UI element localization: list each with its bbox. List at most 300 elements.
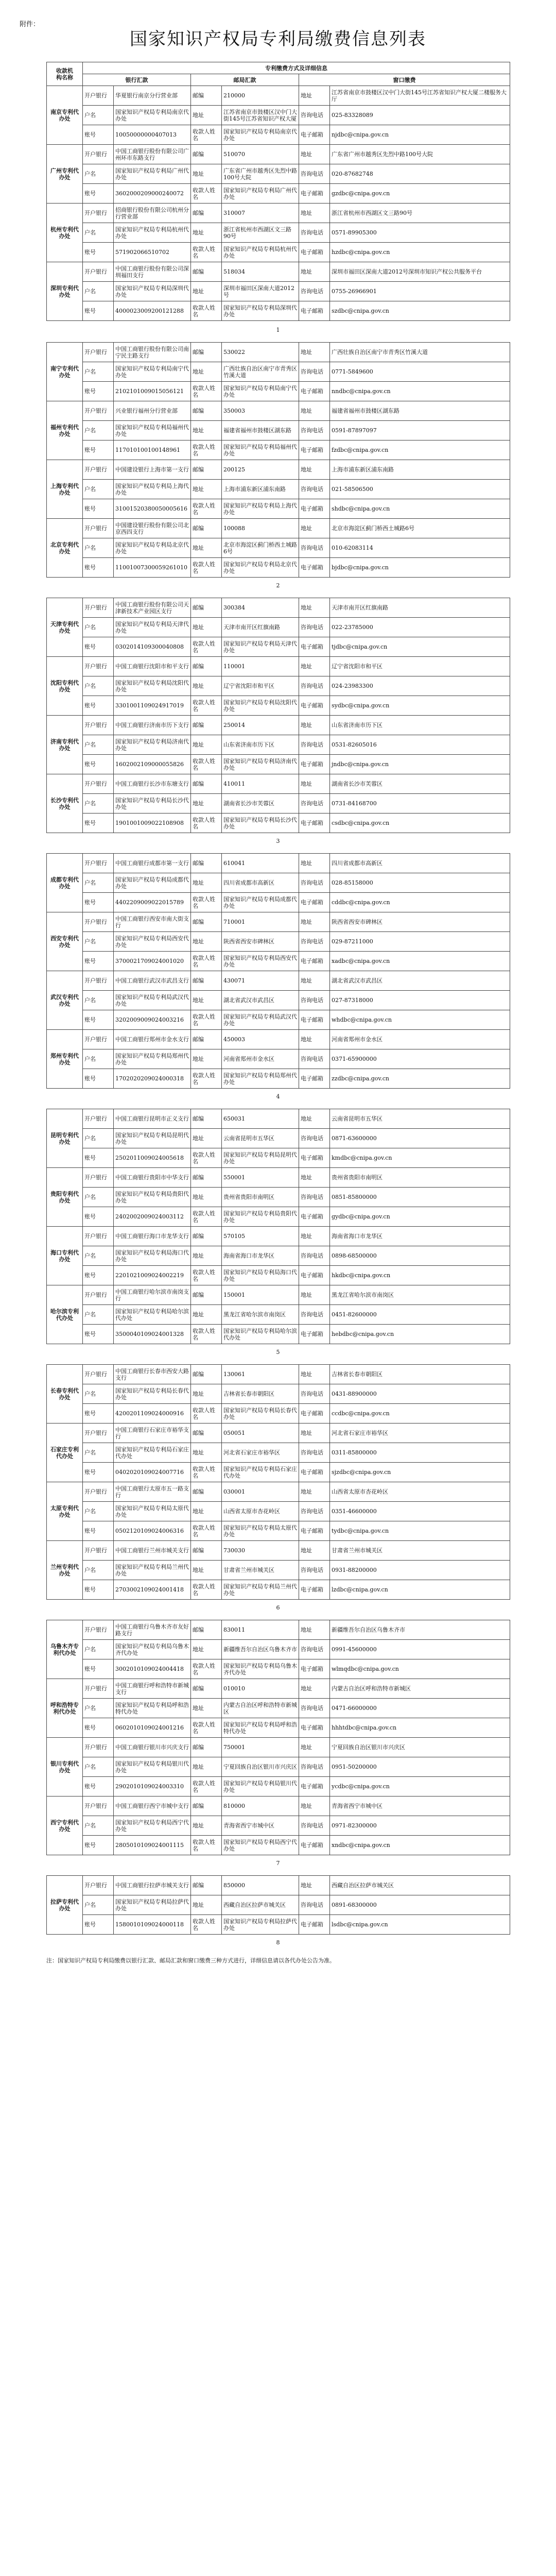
field-value-cell: 0471-66000000 [330, 1699, 510, 1718]
table-row [47, 1109, 510, 1129]
field-value-cell: 027-87318000 [330, 991, 510, 1010]
field-value-cell: 025-83328089 [330, 106, 510, 125]
field-value-cell: 贵州省贵阳市南明区 [222, 1188, 299, 1207]
field-value-cell: 国家知识产权局专利局杭州代办处 [114, 223, 191, 243]
field-value-cell: 国家知识产权局专利局银川代办处 [114, 1757, 191, 1777]
field-value-cell: 350003 [222, 401, 299, 421]
table-row [47, 1129, 510, 1148]
field-value-cell: lzdbc@cnipa.gov.cn [330, 1580, 510, 1600]
table-row [47, 282, 510, 301]
field-value-cell: 中国工商银行西宁市城中支行 [114, 1797, 191, 1816]
field-value-cell: 甘肃省兰州市城关区 [222, 1561, 299, 1580]
field-label-cell: 户名 [83, 164, 114, 184]
fee-table [46, 1364, 510, 1600]
field-value-cell: 300384 [222, 598, 299, 618]
field-label-cell: 咨询电话 [299, 164, 330, 184]
field-label-cell: 咨询电话 [299, 421, 330, 440]
field-value-cell: 571902066510702 [114, 243, 191, 262]
field-value-cell: 中国工商银行股份有限公司天津新技术产业园区支行 [114, 598, 191, 618]
table-row [47, 1482, 510, 1502]
field-value-cell: 河北省石家庄市裕华区 [222, 1443, 299, 1463]
field-label-cell: 地址 [299, 854, 330, 873]
field-value-cell: szdbc@cnipa.gov.cn [330, 301, 510, 321]
table-row [47, 1365, 510, 1384]
table-row [47, 1718, 510, 1738]
field-label-cell: 地址 [191, 1246, 222, 1266]
field-label-cell: 开户银行 [83, 1482, 114, 1502]
field-value-cell: 2805010109024001115 [114, 1836, 191, 1855]
field-label-cell: 邮编 [191, 145, 222, 164]
field-label-cell: 邮编 [191, 86, 222, 106]
field-value-cell: 黑龙江省哈尔滨市南岗区 [330, 1285, 510, 1305]
field-value-cell: 国家知识产权局专利局西宁代办处 [222, 1836, 299, 1855]
header-span-cell: 专利缴费方式及详细信息 [83, 62, 510, 74]
field-label-cell: 开户银行 [83, 145, 114, 164]
table-page [46, 62, 510, 321]
table-row [47, 952, 510, 971]
field-label-cell: 账号 [83, 301, 114, 321]
field-value-cell: hkdbc@cnipa.gov.cn [330, 1266, 510, 1285]
field-label-cell: 户名 [83, 421, 114, 440]
field-value-cell: 310007 [222, 204, 299, 223]
table-row [47, 204, 510, 223]
field-value-cell: 中国工商银行沈阳市和平支行 [114, 657, 191, 676]
field-value-cell: 0871-63600000 [330, 1129, 510, 1148]
field-value-cell: 030001 [222, 1482, 299, 1502]
field-label-cell: 地址 [299, 1876, 330, 1895]
page-number: 2 [276, 582, 280, 589]
table-row [47, 1423, 510, 1443]
field-label-cell: 邮编 [191, 1620, 222, 1640]
field-label-cell: 收款人姓名 [191, 499, 222, 519]
field-label-cell: 收款人姓名 [191, 1266, 222, 1285]
field-label-cell: 电子邮箱 [299, 637, 330, 657]
fee-table [46, 62, 510, 321]
field-label-cell: 咨询电话 [299, 1757, 330, 1777]
field-value-cell: 国家知识产权局专利局贵阳代办处 [222, 1207, 299, 1227]
field-label-cell: 咨询电话 [299, 480, 330, 499]
field-label-cell: 账号 [83, 440, 114, 460]
table-row [47, 1915, 510, 1935]
field-value-cell: 四川省成都市高新区 [222, 873, 299, 893]
field-value-cell: 吉林省长春市朝阳区 [330, 1365, 510, 1384]
field-value-cell: gydbc@cnipa.gov.cn [330, 1207, 510, 1227]
field-value-cell: 国家知识产权局专利局南京代办处 [222, 125, 299, 145]
table-row [47, 1404, 510, 1423]
field-label-cell: 户名 [83, 538, 114, 558]
fee-table [46, 1620, 510, 1855]
field-label-cell: 邮编 [191, 1030, 222, 1049]
field-value-cell: 国家知识产权局专利局呼和浩特代办处 [114, 1699, 191, 1718]
field-label-cell: 地址 [299, 1679, 330, 1699]
table-row [47, 1148, 510, 1168]
table-row [47, 1010, 510, 1030]
field-value-cell: 国家知识产权局专利局成都代办处 [114, 873, 191, 893]
field-value-cell: 中国建设银行上海市第一支行 [114, 460, 191, 480]
field-value-cell: 国家知识产权局专利局深圳代办处 [114, 282, 191, 301]
field-label-cell: 地址 [191, 991, 222, 1010]
field-value-cell: 国家知识产权局专利局南宁代办处 [222, 382, 299, 401]
office-name-cell: 南宁专利代办处 [47, 343, 83, 401]
field-label-cell: 户名 [83, 1757, 114, 1777]
table-row [47, 991, 510, 1010]
table-row [47, 1777, 510, 1797]
field-value-cell: 宁夏回族自治区银川市兴庆区 [222, 1757, 299, 1777]
page-number: 5 [276, 1349, 280, 1355]
subheader-cell: 邮局汇款 [191, 74, 299, 86]
field-label-cell: 收款人姓名 [191, 814, 222, 833]
field-label-cell: 账号 [83, 1266, 114, 1285]
field-value-cell: xndbc@cnipa.gov.cn [330, 1836, 510, 1855]
field-label-cell: 开户银行 [83, 1423, 114, 1443]
table-row [47, 774, 510, 794]
table-row [47, 1640, 510, 1659]
field-value-cell: sjzdbc@cnipa.gov.cn [330, 1463, 510, 1482]
page-number: 4 [276, 1093, 280, 1100]
field-label-cell: 咨询电话 [299, 735, 330, 755]
field-label-cell: 账号 [83, 184, 114, 204]
table-row [47, 1227, 510, 1246]
fee-table [46, 1109, 510, 1344]
field-label-cell: 收款人姓名 [191, 1580, 222, 1600]
field-label-cell: 收款人姓名 [191, 1010, 222, 1030]
field-value-cell: 0451-82600000 [330, 1305, 510, 1325]
field-value-cell: tjdbc@cnipa.gov.cn [330, 637, 510, 657]
field-label-cell: 账号 [83, 1915, 114, 1935]
field-value-cell: 0402020109024007716 [114, 1463, 191, 1482]
table-row [47, 854, 510, 873]
table-row [47, 1699, 510, 1718]
table-row [47, 1620, 510, 1640]
field-label-cell: 开户银行 [83, 1109, 114, 1129]
field-value-cell: shdbc@cnipa.gov.cn [330, 499, 510, 519]
field-label-cell: 地址 [299, 1797, 330, 1816]
field-label-cell: 账号 [83, 696, 114, 716]
field-label-cell: 户名 [83, 1895, 114, 1915]
field-value-cell: 3301001109024917019 [114, 696, 191, 716]
field-value-cell: 3602000209000240072 [114, 184, 191, 204]
field-label-cell: 电子邮箱 [299, 1325, 330, 1344]
field-value-cell: 029-87211000 [330, 932, 510, 952]
field-value-cell: csdbc@cnipa.gov.cn [330, 814, 510, 833]
office-name-cell: 哈尔滨专利代办处 [47, 1285, 83, 1344]
office-name-cell: 济南专利代办处 [47, 716, 83, 774]
field-value-cell: 国家知识产权局专利局兰州代办处 [114, 1561, 191, 1580]
field-label-cell: 地址 [299, 1030, 330, 1049]
field-label-cell: 户名 [83, 1699, 114, 1718]
field-label-cell: 开户银行 [83, 1797, 114, 1816]
field-label-cell: 邮编 [191, 1679, 222, 1699]
table-subheader-row [47, 74, 510, 86]
field-label-cell: 收款人姓名 [191, 1148, 222, 1168]
field-value-cell: 天津市南开区红旗南路 [330, 598, 510, 618]
office-name-cell: 上海专利代办处 [47, 460, 83, 519]
field-label-cell: 地址 [191, 1129, 222, 1148]
field-label-cell: 地址 [299, 1285, 330, 1305]
field-label-cell: 咨询电话 [299, 223, 330, 243]
field-label-cell: 账号 [83, 814, 114, 833]
table-page [46, 853, 510, 1089]
field-value-cell: tydbc@cnipa.gov.cn [330, 1521, 510, 1541]
field-label-cell: 地址 [191, 735, 222, 755]
field-value-cell: 中国工商银行昆明市正义支行 [114, 1109, 191, 1129]
field-value-cell: 3002010109024004418 [114, 1659, 191, 1679]
field-label-cell: 户名 [83, 1384, 114, 1404]
office-name-cell: 昆明专利代办处 [47, 1109, 83, 1168]
field-value-cell: 国家知识产权局专利局太原代办处 [222, 1521, 299, 1541]
field-label-cell: 开户银行 [83, 774, 114, 794]
page-number: 1 [276, 327, 280, 333]
field-label-cell: 电子邮箱 [299, 1148, 330, 1168]
field-label-cell: 电子邮箱 [299, 382, 330, 401]
field-label-cell: 咨询电话 [299, 676, 330, 696]
field-label-cell: 开户银行 [83, 598, 114, 618]
field-value-cell: 0771-5849600 [330, 362, 510, 382]
field-value-cell: 国家知识产权局专利局石家庄代办处 [222, 1463, 299, 1482]
field-value-cell: 0991-45600000 [330, 1640, 510, 1659]
office-name-cell: 兰州专利代办处 [47, 1541, 83, 1600]
field-value-cell: 国家知识产权局专利局长春代办处 [222, 1404, 299, 1423]
field-value-cell: 广西壮族自治区南宁市青秀区竹溪大道 [330, 343, 510, 362]
table-row [47, 1757, 510, 1777]
field-label-cell: 电子邮箱 [299, 440, 330, 460]
field-label-cell: 收款人姓名 [191, 1777, 222, 1797]
field-label-cell: 收款人姓名 [191, 1463, 222, 1482]
table-row [47, 125, 510, 145]
field-label-cell: 户名 [83, 1246, 114, 1266]
field-value-cell: 广东省广州市越秀区先烈中路100号大院 [330, 145, 510, 164]
field-value-cell: 河南省郑州市金水区 [330, 1030, 510, 1049]
field-label-cell: 地址 [191, 1384, 222, 1404]
field-label-cell: 地址 [191, 1895, 222, 1915]
field-value-cell: 国家知识产权局专利局乌鲁木齐代办处 [114, 1640, 191, 1659]
field-value-cell: 510070 [222, 145, 299, 164]
field-value-cell: 国家知识产权局专利局兰州代办处 [222, 1580, 299, 1600]
field-value-cell: 中国工商银行长春市西安大路支行 [114, 1365, 191, 1384]
field-value-cell: 国家知识产权局专利局郑州代办处 [222, 1069, 299, 1089]
field-value-cell: 中国工商银行石家庄市裕华支行 [114, 1423, 191, 1443]
field-label-cell: 开户银行 [83, 912, 114, 932]
table-row [47, 1049, 510, 1069]
field-value-cell: 850000 [222, 1876, 299, 1895]
field-value-cell: 广西壮族自治区南宁市青秀区竹溪大道 [222, 362, 299, 382]
field-label-cell: 咨询电话 [299, 1443, 330, 1463]
field-value-cell: wlmqdbc@cnipa.gov.cn [330, 1659, 510, 1679]
field-label-cell: 电子邮箱 [299, 755, 330, 774]
field-label-cell: 开户银行 [83, 401, 114, 421]
table-row [47, 971, 510, 991]
table-row [47, 558, 510, 578]
field-value-cell: 江苏省南京市鼓楼区汉中门大街145号江苏省知识产权大厦二楼服务大厅 [330, 86, 510, 106]
field-value-cell: 0931-88200000 [330, 1561, 510, 1580]
field-label-cell: 咨询电话 [299, 1049, 330, 1069]
field-label-cell: 账号 [83, 1404, 114, 1423]
field-label-cell: 账号 [83, 1069, 114, 1089]
office-name-cell: 北京专利代办处 [47, 519, 83, 578]
field-value-cell: 3202009009024003216 [114, 1010, 191, 1030]
field-value-cell: 国家知识产权局专利局长沙代办处 [222, 814, 299, 833]
field-value-cell: 西藏自治区拉萨市城关区 [330, 1876, 510, 1895]
table-row [47, 618, 510, 637]
field-label-cell: 开户银行 [83, 460, 114, 480]
field-value-cell: 020-87682748 [330, 164, 510, 184]
field-label-cell: 咨询电话 [299, 538, 330, 558]
office-name-cell: 石家庄专利代办处 [47, 1423, 83, 1482]
field-value-cell: 西藏自治区拉萨市城关区 [222, 1895, 299, 1915]
field-label-cell: 地址 [191, 1502, 222, 1521]
field-value-cell: 570105 [222, 1227, 299, 1246]
table-row [47, 362, 510, 382]
field-label-cell: 收款人姓名 [191, 125, 222, 145]
field-value-cell: 国家知识产权局专利局海口代办处 [222, 1266, 299, 1285]
field-value-cell: gzdbc@cnipa.gov.cn [330, 184, 510, 204]
field-value-cell: 内蒙古自治区呼和浩特市新城区 [222, 1699, 299, 1718]
field-label-cell: 地址 [191, 1188, 222, 1207]
field-label-cell: 账号 [83, 558, 114, 578]
field-value-cell: 福建省福州市鼓楼区湖东路 [330, 401, 510, 421]
table-row [47, 1679, 510, 1699]
fee-table [46, 853, 510, 1089]
field-label-cell: 收款人姓名 [191, 1069, 222, 1089]
table-row [47, 1246, 510, 1266]
table-row [47, 696, 510, 716]
table-row [47, 794, 510, 814]
field-label-cell: 地址 [191, 676, 222, 696]
table-row [47, 598, 510, 618]
field-value-cell: 550001 [222, 1168, 299, 1188]
table-row [47, 893, 510, 912]
field-value-cell: 国家知识产权局专利局乌鲁木齐代办处 [222, 1659, 299, 1679]
field-label-cell: 邮编 [191, 1797, 222, 1816]
field-value-cell: 深圳市福田区深南大道2012号深圳市知识产权公共服务平台 [330, 262, 510, 282]
field-value-cell: 中国工商银行郑州市金水支行 [114, 1030, 191, 1049]
table-row [47, 932, 510, 952]
field-value-cell: 国家知识产权局专利局上海代办处 [114, 480, 191, 499]
field-value-cell: 国家知识产权局专利局南京代办处 [114, 106, 191, 125]
field-value-cell: 中国工商银行银川市兴庆支行 [114, 1738, 191, 1757]
field-value-cell: 4402209009022015789 [114, 893, 191, 912]
fee-table [46, 342, 510, 578]
field-label-cell: 收款人姓名 [191, 301, 222, 321]
field-value-cell: 天津市南开区红旗南路 [222, 618, 299, 637]
field-label-cell: 地址 [191, 1049, 222, 1069]
field-label-cell: 地址 [299, 1423, 330, 1443]
table-row [47, 1168, 510, 1188]
office-name-cell: 天津专利代办处 [47, 598, 83, 657]
field-label-cell: 地址 [191, 164, 222, 184]
page-number: 3 [276, 838, 280, 844]
field-value-cell: 024-23983300 [330, 676, 510, 696]
field-value-cell: 117010100100148961 [114, 440, 191, 460]
office-name-cell: 杭州专利代办处 [47, 204, 83, 262]
field-label-cell: 地址 [299, 1541, 330, 1561]
field-value-cell: 0898-68500000 [330, 1246, 510, 1266]
field-label-cell: 咨询电话 [299, 1502, 330, 1521]
field-label-cell: 收款人姓名 [191, 1404, 222, 1423]
field-label-cell: 开户银行 [83, 657, 114, 676]
field-label-cell: 电子邮箱 [299, 1521, 330, 1541]
field-label-cell: 电子邮箱 [299, 1836, 330, 1855]
field-label-cell: 户名 [83, 1188, 114, 1207]
field-label-cell: 账号 [83, 1325, 114, 1344]
field-label-cell: 账号 [83, 1659, 114, 1679]
page-title: 国家知识产权局专利局缴费信息列表 [130, 29, 426, 49]
field-label-cell: 开户银行 [83, 262, 114, 282]
field-label-cell: 咨询电话 [299, 1305, 330, 1325]
field-value-cell: 0302014109300040808 [114, 637, 191, 657]
field-label-cell: 邮编 [191, 460, 222, 480]
field-label-cell: 开户银行 [83, 1679, 114, 1699]
table-row [47, 1561, 510, 1580]
table-row [47, 1285, 510, 1305]
table-row [47, 1188, 510, 1207]
field-value-cell: 2402002009024003112 [114, 1207, 191, 1227]
field-label-cell: 咨询电话 [299, 932, 330, 952]
field-label-cell: 电子邮箱 [299, 1463, 330, 1482]
field-label-cell: 开户银行 [83, 854, 114, 873]
table-row [47, 1069, 510, 1089]
field-label-cell: 电子邮箱 [299, 243, 330, 262]
field-label-cell: 账号 [83, 382, 114, 401]
table-row [47, 1580, 510, 1600]
field-label-cell: 开户银行 [83, 204, 114, 223]
field-value-cell: 陕西省西安市碑林区 [330, 912, 510, 932]
field-value-cell: 0571-89905300 [330, 223, 510, 243]
field-label-cell: 地址 [299, 519, 330, 538]
field-label-cell: 收款人姓名 [191, 1718, 222, 1738]
field-value-cell: 130061 [222, 1365, 299, 1384]
field-value-cell: 国家知识产权局专利局广州代办处 [222, 184, 299, 204]
table-row [47, 145, 510, 164]
table-row [47, 480, 510, 499]
field-value-cell: 吉林省长春市朝阳区 [222, 1384, 299, 1404]
field-label-cell: 电子邮箱 [299, 558, 330, 578]
table-row [47, 1797, 510, 1816]
field-label-cell: 户名 [83, 735, 114, 755]
field-label-cell: 开户银行 [83, 716, 114, 735]
table-row [47, 755, 510, 774]
field-label-cell: 开户银行 [83, 86, 114, 106]
field-label-cell: 咨询电话 [299, 1895, 330, 1915]
field-label-cell: 邮编 [191, 912, 222, 932]
field-label-cell: 邮编 [191, 971, 222, 991]
field-value-cell: 国家知识产权局专利局武汉代办处 [222, 1010, 299, 1030]
field-value-cell: 国家知识产权局专利局沈阳代办处 [222, 696, 299, 716]
table-row [47, 343, 510, 362]
field-value-cell: 国家知识产权局专利局昆明代办处 [222, 1148, 299, 1168]
field-label-cell: 地址 [299, 971, 330, 991]
field-value-cell: 3500040109024001328 [114, 1325, 191, 1344]
field-value-cell: 中国工商银行兰州市城关支行 [114, 1541, 191, 1561]
field-label-cell: 账号 [83, 1718, 114, 1738]
field-label-cell: 地址 [191, 223, 222, 243]
table-row [47, 401, 510, 421]
field-label-cell: 咨询电话 [299, 1188, 330, 1207]
field-value-cell: 国家知识产权局专利局哈尔滨代办处 [222, 1325, 299, 1344]
field-label-cell: 电子邮箱 [299, 952, 330, 971]
field-value-cell: 国家知识产权局专利局长春代办处 [114, 1384, 191, 1404]
field-value-cell: 国家知识产权局专利局哈尔滨代办处 [114, 1305, 191, 1325]
field-label-cell: 地址 [299, 145, 330, 164]
field-value-cell: 国家知识产权局专利局拉萨代办处 [114, 1895, 191, 1915]
field-value-cell: 湖北省武汉市武昌区 [222, 991, 299, 1010]
field-value-cell: 0755-26966901 [330, 282, 510, 301]
field-value-cell: 中国工商银行太原市五一路支行 [114, 1482, 191, 1502]
field-label-cell: 地址 [191, 282, 222, 301]
field-label-cell: 开户银行 [83, 971, 114, 991]
table-row [47, 184, 510, 204]
field-label-cell: 邮编 [191, 1285, 222, 1305]
